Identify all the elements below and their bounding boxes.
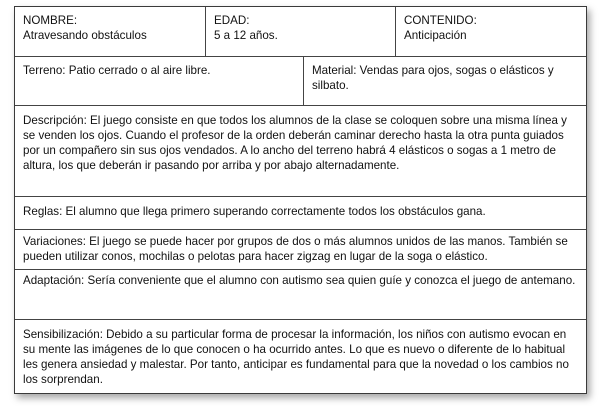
material-text: Material: Vendas para ojos, sogas o elásticos y silbato. <box>312 64 554 92</box>
descripcion-text: Descripción: El juego consiste en que todos los alumnos de la clase se coloquen sobre una misma línea y se venden los ojos. Cuando el profesor de la orden deberán caminar derecho hasta la otra punta guiados por un compañero sin sus ojos vendados. A lo ancho del terreno habrá 4 elásticos o sogas a 1 metro de altura, los que deberán ir pasando por arriba y por abajo alternadamente. <box>23 114 567 172</box>
descripcion-cell <box>15 106 586 196</box>
variaciones-row <box>15 230 586 270</box>
contenido-label: CONTENIDO: <box>404 14 477 27</box>
contenido-value: Anticipación <box>404 29 467 42</box>
edad-value: 5 a 12 años. <box>214 29 278 42</box>
nombre-value: Atravesando obstáculos <box>23 29 147 42</box>
adaptacion-row <box>15 270 586 320</box>
edad-label: EDAD: <box>214 14 250 27</box>
nombre-label: NOMBRE: <box>23 14 78 27</box>
variaciones-text: Variaciones: El juego se puede hacer por grupos de dos o más alumnos unidos de las manos. También se pueden utilizar conos, mochilas o pelotas para hacer zigzag en lugar de la soga o elástico. <box>23 235 568 263</box>
edad-cell <box>205 7 395 56</box>
reglas-row <box>15 197 586 230</box>
reglas-cell <box>15 197 586 229</box>
material-cell <box>303 57 586 105</box>
adaptacion-cell <box>15 270 586 319</box>
sensibilizacion-cell <box>15 320 586 393</box>
variaciones-cell <box>15 230 586 269</box>
descripcion-row <box>15 106 586 197</box>
reglas-text: Reglas: El alumno que llega primero superando correctamente todos los obstáculos gana. <box>23 205 486 218</box>
contenido-cell <box>395 7 586 56</box>
terreno-text: Terreno: Patio cerrado o al aire libre. <box>23 64 211 77</box>
terreno-cell <box>15 57 303 105</box>
terreno-material-row <box>15 57 586 106</box>
header-row <box>15 7 586 57</box>
adaptacion-text: Adaptación: Sería conveniente que el alumno con autismo sea quien guíe y conozca el juego de antemano. <box>23 274 576 287</box>
sensibilizacion-text: Sensibilización: Debido a su particular forma de procesar la información, los niños con autismo evocan en su mente las imágenes de lo que conocen o ha ocurrido antes. Lo que es nuevo o diferente de lo habitual les genera ansiedad y malestar. Por tanto, anticipar es fundamental para que la novedad o los cambios no los sorprendan. <box>23 328 569 386</box>
nombre-cell <box>15 7 205 56</box>
activity-card <box>14 6 587 394</box>
sensibilizacion-row <box>15 320 586 393</box>
